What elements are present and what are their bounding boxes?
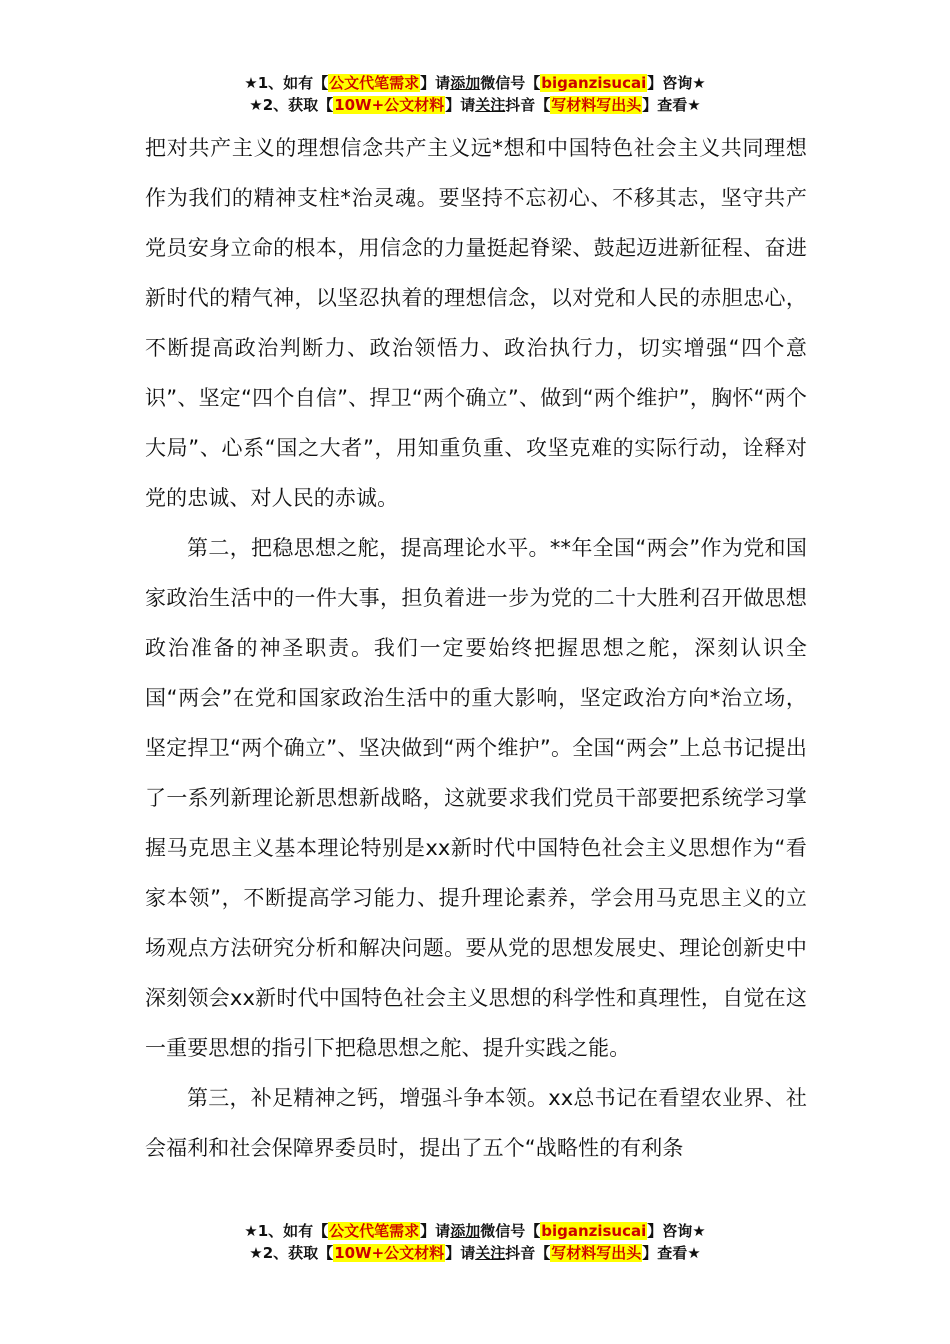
banner-highlight: biganzisucai — [541, 74, 647, 92]
banner-underlined: 关注 — [475, 1244, 506, 1262]
banner-text: 】咨询★ — [647, 74, 706, 92]
banner-text: 】请 — [420, 74, 451, 92]
banner-underlined: 添加 — [450, 1222, 481, 1240]
banner-text: 】咨询★ — [647, 1222, 706, 1240]
banner-highlight: 10W+公文材料 — [334, 1244, 445, 1262]
banner-text: 抖音【 — [505, 96, 551, 114]
banner-highlight: 写材料写出头 — [551, 96, 642, 114]
banner-highlight: 写材料写出头 — [551, 1244, 642, 1262]
banner-text: ★2、获取【 — [249, 96, 334, 114]
banner-text: 抖音【 — [505, 1244, 551, 1262]
banner-line-2 — [0, 1242, 950, 1264]
paragraph-1: 把对共产主义的理想信念共产主义远*想和中国特色社会主义共同理想作为我们的精神支柱*治灵魂。要坚持不忘初心、不移其志，坚守共产党员安身立命的根本，用信念的力量挺起脊梁、鼓起迈进新征程、奋进新时代的精气神，以坚忍执着的理想信念，以对党和人民的赤胆忠心，不断提高政治判断力、政治领悟力、政治执行力，切实增强“四个意识”、坚定“四个自信”、捍卫“两个确立”、做到“两个维护”，胸怀“两个大局”、心系“国之大者”，用知重负重、攻坚克难的实际行动，诠释对党的忠诚、对人民的赤诚。 — [145, 136, 807, 510]
banner-highlight: 公文代笔需求 — [329, 1222, 420, 1240]
banner-line-1 — [0, 72, 950, 94]
banner-text: ★1、如有【 — [244, 1222, 329, 1240]
banner-text: 微信号【 — [480, 1222, 541, 1240]
banner-text: 】查看★ — [642, 96, 701, 114]
banner-text: 】请 — [420, 1222, 451, 1240]
document-body — [145, 123, 807, 1173]
banner-text: 】查看★ — [642, 1244, 701, 1262]
banner-highlight: 公文代笔需求 — [329, 74, 420, 92]
banner-text: 】请 — [445, 1244, 476, 1262]
banner-text: 】请 — [445, 96, 476, 114]
paragraph-2: 第二，把稳思想之舵，提高理论水平。**年全国“两会”作为党和国家政治生活中的一件大事，担负着进一步为党的二十大胜利召开做思想政治准备的神圣职责。我们一定要始终把握思想之舵，深刻认识全国“两会”在党和国家政治生活中的重大影响，坚定政治方向*治立场，坚定捍卫“两个确立”、坚决做到“两个维护”。全国“两会”上总书记提出了一系列新理论新思想新战略，这就要求我们党员干部要把系统学习掌握马克思主义基本理论特别是xx新时代中国特色社会主义思想作为“看家本领”，不断提高学习能力、提升理论素养，学会用马克思主义的立场观点方法研究分析和解决问题。要从党的思想发展史、理论创新史中深刻领会xx新时代中国特色社会主义思想的科学性和真理性，自觉在这一重要思想的指引下把稳思想之舵、提升实践之能。 — [145, 536, 807, 1060]
footer-banner — [0, 1220, 950, 1264]
banner-text: ★2、获取【 — [249, 1244, 334, 1262]
banner-line-1 — [0, 1220, 950, 1242]
banner-highlight: 10W+公文材料 — [334, 96, 445, 114]
banner-underlined: 添加 — [450, 74, 481, 92]
banner-highlight: biganzisucai — [541, 1222, 647, 1240]
banner-text: 微信号【 — [480, 74, 541, 92]
banner-text: ★1、如有【 — [244, 74, 329, 92]
banner-line-2 — [0, 94, 950, 116]
banner-underlined: 关注 — [475, 96, 506, 114]
header-banner — [0, 72, 950, 116]
paragraph-3: 第三，补足精神之钙，增强斗争本领。xx总书记在看望农业界、社会福利和社会保障界委员时，提出了五个“战略性的有利条 — [145, 1086, 807, 1160]
